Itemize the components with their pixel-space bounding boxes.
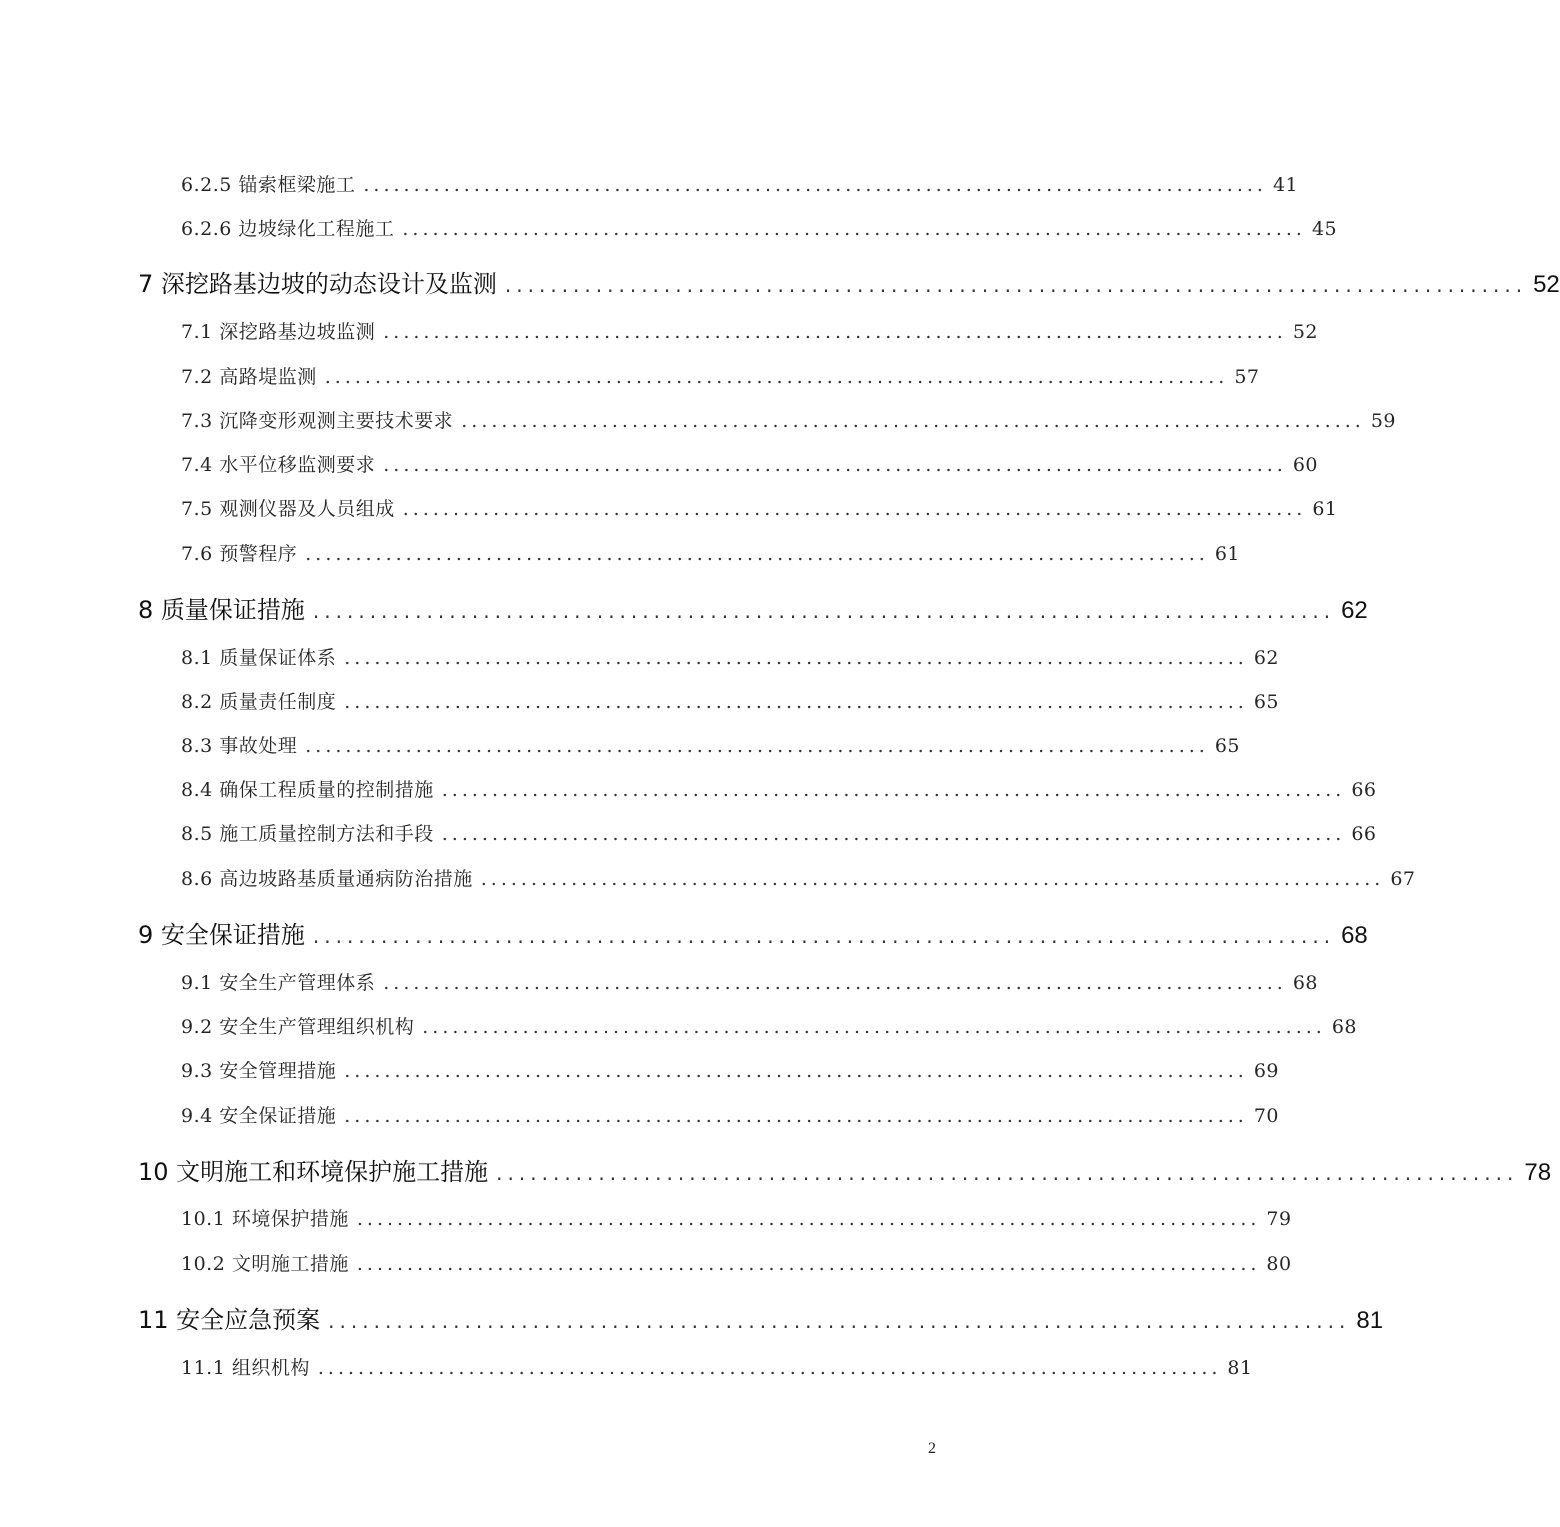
- toc-entry: [181, 1101, 1280, 1128]
- toc-entry-page: 68: [1331, 1016, 1358, 1038]
- toc-entry: [181, 687, 1280, 714]
- toc-entry-page: 70: [1253, 1105, 1280, 1127]
- toc-entry-page: 57: [1234, 366, 1260, 388]
- toc-entry: [181, 1249, 1292, 1276]
- toc-entry-page: 69: [1253, 1060, 1280, 1082]
- toc-entry-label: 7.3 沉降变形观测主要技术要求: [181, 410, 454, 432]
- toc-entry-label: 8 质量保证措施: [138, 596, 305, 624]
- toc-entry-page: 65: [1214, 735, 1241, 757]
- toc-entry-page: 81: [1356, 1307, 1384, 1334]
- toc-entry-label: 11.1 组织机构: [181, 1357, 310, 1379]
- dot-leader: ..........................................................................................: [305, 735, 1209, 757]
- dot-leader: ..........................................................................................: [344, 691, 1248, 713]
- toc-entry-page: 78: [1524, 1159, 1552, 1186]
- toc-entry-label: 9.4 安全保证措施: [181, 1105, 337, 1127]
- toc-entry-label: 10 文明施工和环境保护施工措施: [138, 1158, 489, 1186]
- toc-chapter-entry: [138, 1300, 1384, 1335]
- toc-entry-page: 60: [1292, 454, 1319, 476]
- toc-chapter-entry: [138, 264, 1560, 299]
- toc-entry-page: 66: [1351, 823, 1377, 845]
- toc-entry-label: 9.3 安全管理措施: [181, 1060, 337, 1082]
- toc-entry-label: 7.2 高路堤监测: [181, 366, 317, 388]
- toc-entry-label: 6.2.5 锚索框梁施工: [181, 174, 356, 196]
- dot-leader: ..........................................................................................: [328, 1309, 1351, 1333]
- toc-entry-page: 52: [1292, 321, 1319, 343]
- dot-leader: ..........................................................................................: [383, 454, 1287, 476]
- dot-leader: ..........................................................................................: [312, 924, 1336, 948]
- dot-leader: ..........................................................................................: [344, 647, 1248, 669]
- toc-entry-label: 8.5 施工质量控制方法和手段: [181, 823, 434, 845]
- toc-entry-label: 7.5 观测仪器及人员组成: [181, 498, 395, 520]
- dot-leader: ..........................................................................................: [383, 321, 1287, 343]
- toc-entry: [181, 170, 1299, 197]
- toc-entry-page: 41: [1272, 174, 1299, 196]
- toc-entry-page: 68: [1341, 922, 1368, 949]
- toc-entry-label: 8.3 事故处理: [181, 735, 298, 757]
- dot-leader: ..........................................................................................: [402, 498, 1307, 520]
- toc-entry-page: 65: [1253, 691, 1280, 713]
- dot-leader: ..........................................................................................: [461, 410, 1365, 432]
- toc-entry: [181, 643, 1280, 670]
- dot-leader: ..........................................................................................: [312, 599, 1336, 623]
- toc-entry-page: 45: [1311, 218, 1338, 240]
- dot-leader: ..........................................................................................: [422, 1016, 1326, 1038]
- toc-entry-label: 8.6 高边坡路基质量通病防治措施: [181, 868, 473, 890]
- dot-leader: ..........................................................................................: [356, 1253, 1261, 1275]
- toc-entry: [181, 819, 1377, 846]
- toc-entry-page: 52: [1533, 271, 1560, 298]
- dot-leader: ..........................................................................................: [305, 543, 1209, 565]
- toc-entry-page: 59: [1370, 410, 1397, 432]
- toc-entry: [181, 1204, 1292, 1231]
- dot-leader: ..........................................................................................: [480, 868, 1385, 890]
- toc-entry: [181, 1056, 1280, 1083]
- toc-entry-label: 8.2 质量责任制度: [181, 691, 337, 713]
- page-number: 2: [928, 1440, 936, 1457]
- dot-leader: ..........................................................................................: [441, 823, 1346, 845]
- toc-entry: [181, 775, 1377, 802]
- toc-entry-label: 6.2.6 边坡绿化工程施工: [181, 218, 395, 240]
- toc-entry: [181, 362, 1260, 389]
- dot-leader: ..........................................................................................: [324, 366, 1229, 388]
- toc-entry-page: 62: [1341, 597, 1368, 624]
- toc-entry-label: 9.1 安全生产管理体系: [181, 972, 376, 994]
- toc-entry-label: 7.6 预警程序: [181, 543, 298, 565]
- toc-entry-label: 10.1 环境保护措施: [181, 1208, 349, 1230]
- dot-leader: ..........................................................................................: [317, 1357, 1222, 1379]
- toc-chapter-entry: [138, 1152, 1552, 1187]
- toc-entry: [181, 864, 1416, 891]
- toc-entry-page: 68: [1292, 972, 1319, 994]
- toc-entry-label: 7.1 深挖路基边坡监测: [181, 321, 376, 343]
- dot-leader: ..........................................................................................: [504, 273, 1528, 297]
- dot-leader: ..........................................................................................: [441, 779, 1346, 801]
- toc-entry-page: 80: [1266, 1253, 1292, 1275]
- toc-chapter-entry: [138, 915, 1368, 950]
- toc-entry-page: 62: [1253, 647, 1280, 669]
- toc-entry-label: 9.2 安全生产管理组织机构: [181, 1016, 415, 1038]
- toc-entry: [181, 450, 1319, 477]
- dot-leader: ..........................................................................................: [363, 174, 1267, 196]
- toc-entry-label: 9 安全保证措施: [138, 921, 305, 949]
- toc-entry-page: 79: [1266, 1208, 1292, 1230]
- toc-entry-page: 66: [1351, 779, 1377, 801]
- toc-chapter-entry: [138, 590, 1368, 625]
- dot-leader: ..........................................................................................: [402, 218, 1306, 240]
- toc-entry: [181, 406, 1397, 433]
- toc-entry-label: 11 安全应急预案: [138, 1306, 321, 1334]
- toc-entry-page: 61: [1214, 543, 1241, 565]
- toc-entry: [181, 494, 1338, 521]
- toc-entry: [181, 539, 1241, 566]
- toc-entry-label: 10.2 文明施工措施: [181, 1253, 349, 1275]
- toc-entry: [181, 731, 1241, 758]
- toc-entry-page: 67: [1390, 868, 1416, 890]
- toc-entry-label: 8.1 质量保证体系: [181, 647, 337, 669]
- toc-entry-page: 61: [1312, 498, 1338, 520]
- dot-leader: ..........................................................................................: [344, 1060, 1248, 1082]
- toc-entry-label: 7 深挖路基边坡的动态设计及监测: [138, 270, 497, 298]
- dot-leader: ..........................................................................................: [344, 1105, 1248, 1127]
- toc-entry: [181, 317, 1319, 344]
- toc-entry: [181, 968, 1319, 995]
- toc-entry: [181, 1353, 1253, 1380]
- dot-leader: ..........................................................................................: [496, 1161, 1519, 1185]
- toc-entry: [181, 214, 1338, 241]
- toc-entry-page: 81: [1227, 1357, 1253, 1379]
- dot-leader: ..........................................................................................: [356, 1208, 1261, 1230]
- toc-entry-label: 8.4 确保工程质量的控制措施: [181, 779, 434, 801]
- toc-entry: [181, 1012, 1358, 1039]
- dot-leader: ..........................................................................................: [383, 972, 1287, 994]
- toc-entry-label: 7.4 水平位移监测要求: [181, 454, 376, 476]
